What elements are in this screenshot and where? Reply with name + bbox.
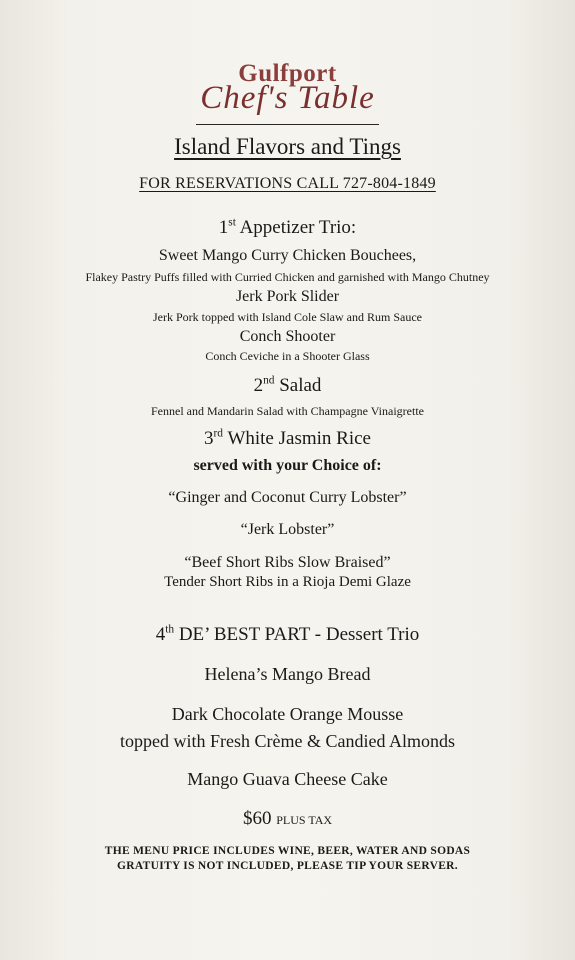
course-3-choice-3: “Beef Short Ribs Slow Braised” (184, 554, 391, 571)
course-1-heading: 1st Appetizer Trio: (218, 216, 357, 238)
course-1-item-1-desc: Flakey Pastry Puffs filled with Curried Chicken and garnished with Mango Chutney (85, 270, 490, 284)
course-2-desc: Fennel and Mandarin Salad with Champagne Vinaigrette (151, 404, 424, 418)
dessert-item-3: Mango Guava Cheese Cake (187, 769, 388, 789)
course-2-heading: 2nd Salad (253, 374, 322, 396)
menu-price: $60 PLUS TAX (242, 808, 333, 829)
course-3-choice-1: “Ginger and Coconut Curry Lobster” (168, 489, 407, 506)
logo-chefs-table: Chef's Table (200, 80, 375, 116)
course-3-heading: 3rd White Jasmin Rice (204, 427, 371, 449)
course-1-item-1-name: Sweet Mango Curry Chicken Bouchees, (158, 247, 417, 264)
reservations-line: FOR RESERVATIONS CALL 727-804-1849 (139, 175, 436, 192)
logo-divider (196, 124, 379, 125)
course-1-item-3-name: Conch Shooter (239, 328, 336, 345)
dessert-item-2-detail: topped with Fresh Crème & Candied Almonds (120, 731, 455, 751)
course-1-item-2-desc: Jerk Pork topped with Island Cole Slaw and Rum Sauce (153, 310, 422, 324)
course-1-item-2-name: Jerk Pork Slider (235, 288, 340, 305)
footer-line-1: THE MENU PRICE INCLUDES WINE, BEER, WATER AND SODAS (104, 845, 471, 857)
course-3-choice-3-desc: Tender Short Ribs in a Rioja Demi Glaze (164, 574, 411, 590)
course-4-heading: 4th DE’ BEST PART - Dessert Trio (155, 623, 420, 645)
dessert-item-2: Dark Chocolate Orange Mousse (171, 704, 404, 724)
course-3-choice-2: “Jerk Lobster” (240, 521, 335, 538)
course-3-subtitle: served with your Choice of: (193, 457, 382, 474)
logo-gulfport: Gulfport (238, 60, 337, 87)
dessert-item-1: Helena’s Mango Bread (204, 664, 371, 684)
menu-title: Island Flavors and Tings (174, 134, 401, 159)
footer-line-2: GRATUITY IS NOT INCLUDED, PLEASE TIP YOUR SERVER. (117, 860, 458, 872)
course-1-item-3-desc: Conch Ceviche in a Shooter Glass (205, 349, 370, 363)
